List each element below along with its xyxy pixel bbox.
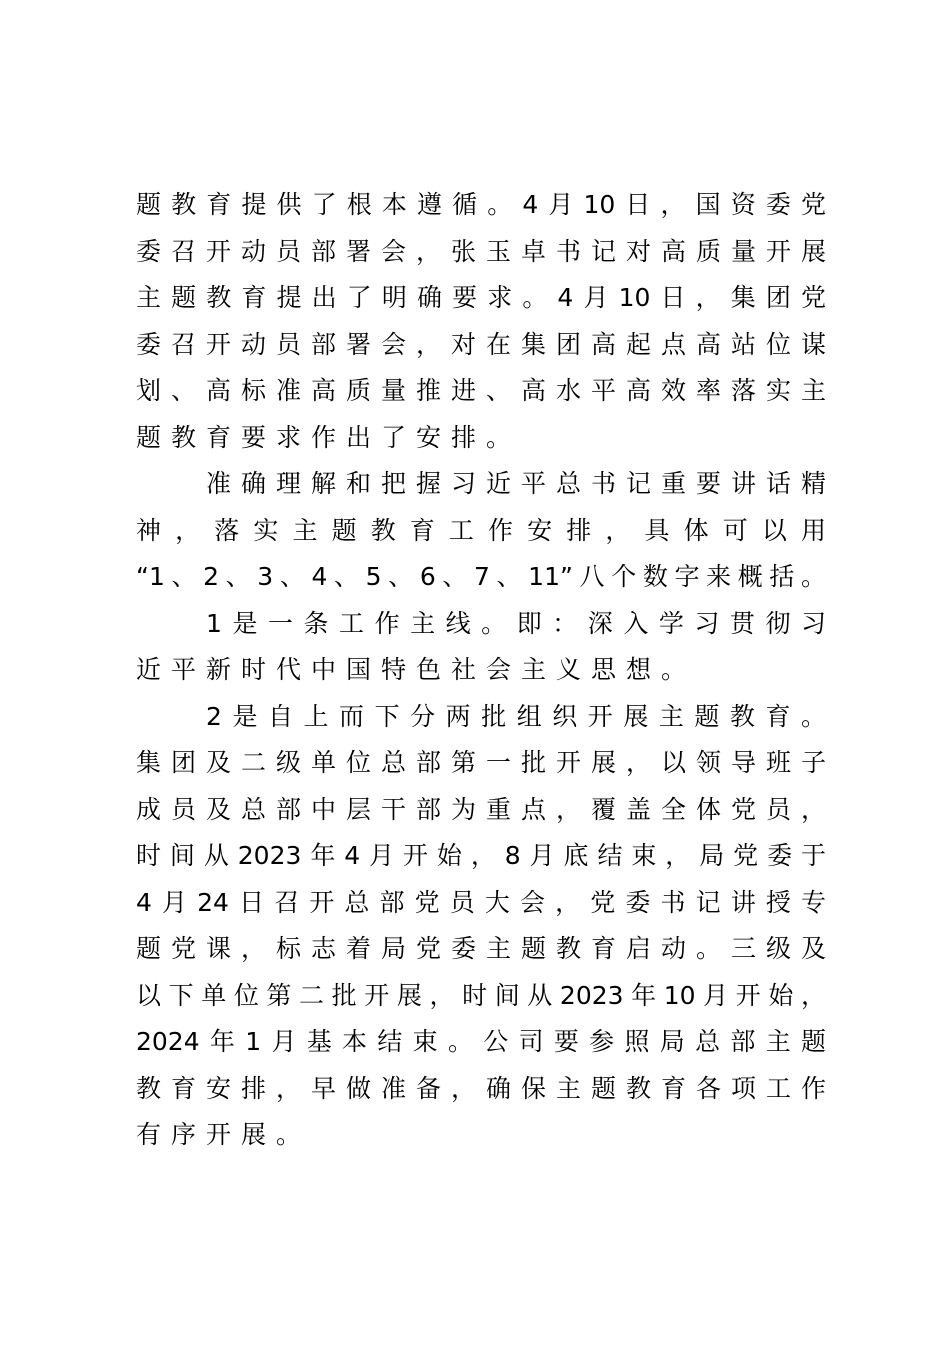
paragraph-line: 2是自上而下分两批组织开展主题教育。 (206, 701, 826, 731)
paragraph-line: 委召开动员部署会，对在集团高起点高站位谋 (136, 329, 826, 359)
paragraph-line: 成员及总部中层干部为重点，覆盖全体党员， (136, 794, 826, 824)
paragraph-line: 题党课，标志着局党委主题教育启动。三级及 (136, 934, 826, 963)
paragraph-line: 神，落实主题教育工作安排，具体可以用 (136, 515, 826, 545)
document-body (136, 182, 826, 1159)
paragraph-line: 2024年1月基本结束。公司要参照局总部主题 (136, 1027, 826, 1056)
paragraph-line: “1、2、3、4、5、6、7、11”八个数字来概括。 (136, 562, 826, 591)
paragraph-line: 时间从2023年4月开始，8月底结束，局党委于 (136, 841, 826, 870)
paragraph-line: 近平新时代中国特色社会主义思想。 (136, 655, 697, 684)
paragraph-line: 教育安排，早做准备，确保主题教育各项工作 (136, 1073, 826, 1103)
paragraph-line: 以下单位第二批开展，时间从2023年10月开始， (136, 980, 826, 1010)
paragraph-line: 1是一条工作主线。即：深入学习贯彻习 (206, 608, 826, 638)
paragraph-line: 准确理解和把握习近平总书记重要讲话精 (206, 469, 826, 498)
paragraph-line: 划、高标准高质量推进、高水平高效率落实主 (136, 376, 826, 405)
paragraph-line: 集团及二级单位总部第一批开展，以领导班子 (136, 748, 826, 777)
paragraph-line: 题教育要求作出了安排。 (136, 422, 522, 452)
paragraph-line: 有序开展。 (136, 1120, 312, 1149)
paragraph-line: 委召开动员部署会，张玉卓书记对高质量开展 (136, 236, 826, 266)
paragraph-line: 题教育提供了根本遵循。4月10日，国资委党 (136, 190, 826, 219)
paragraph-line: 4月24日召开总部党员大会，党委书记讲授专 (136, 887, 826, 917)
paragraph-line: 主题教育提出了明确要求。4月10日，集团党 (136, 283, 826, 312)
